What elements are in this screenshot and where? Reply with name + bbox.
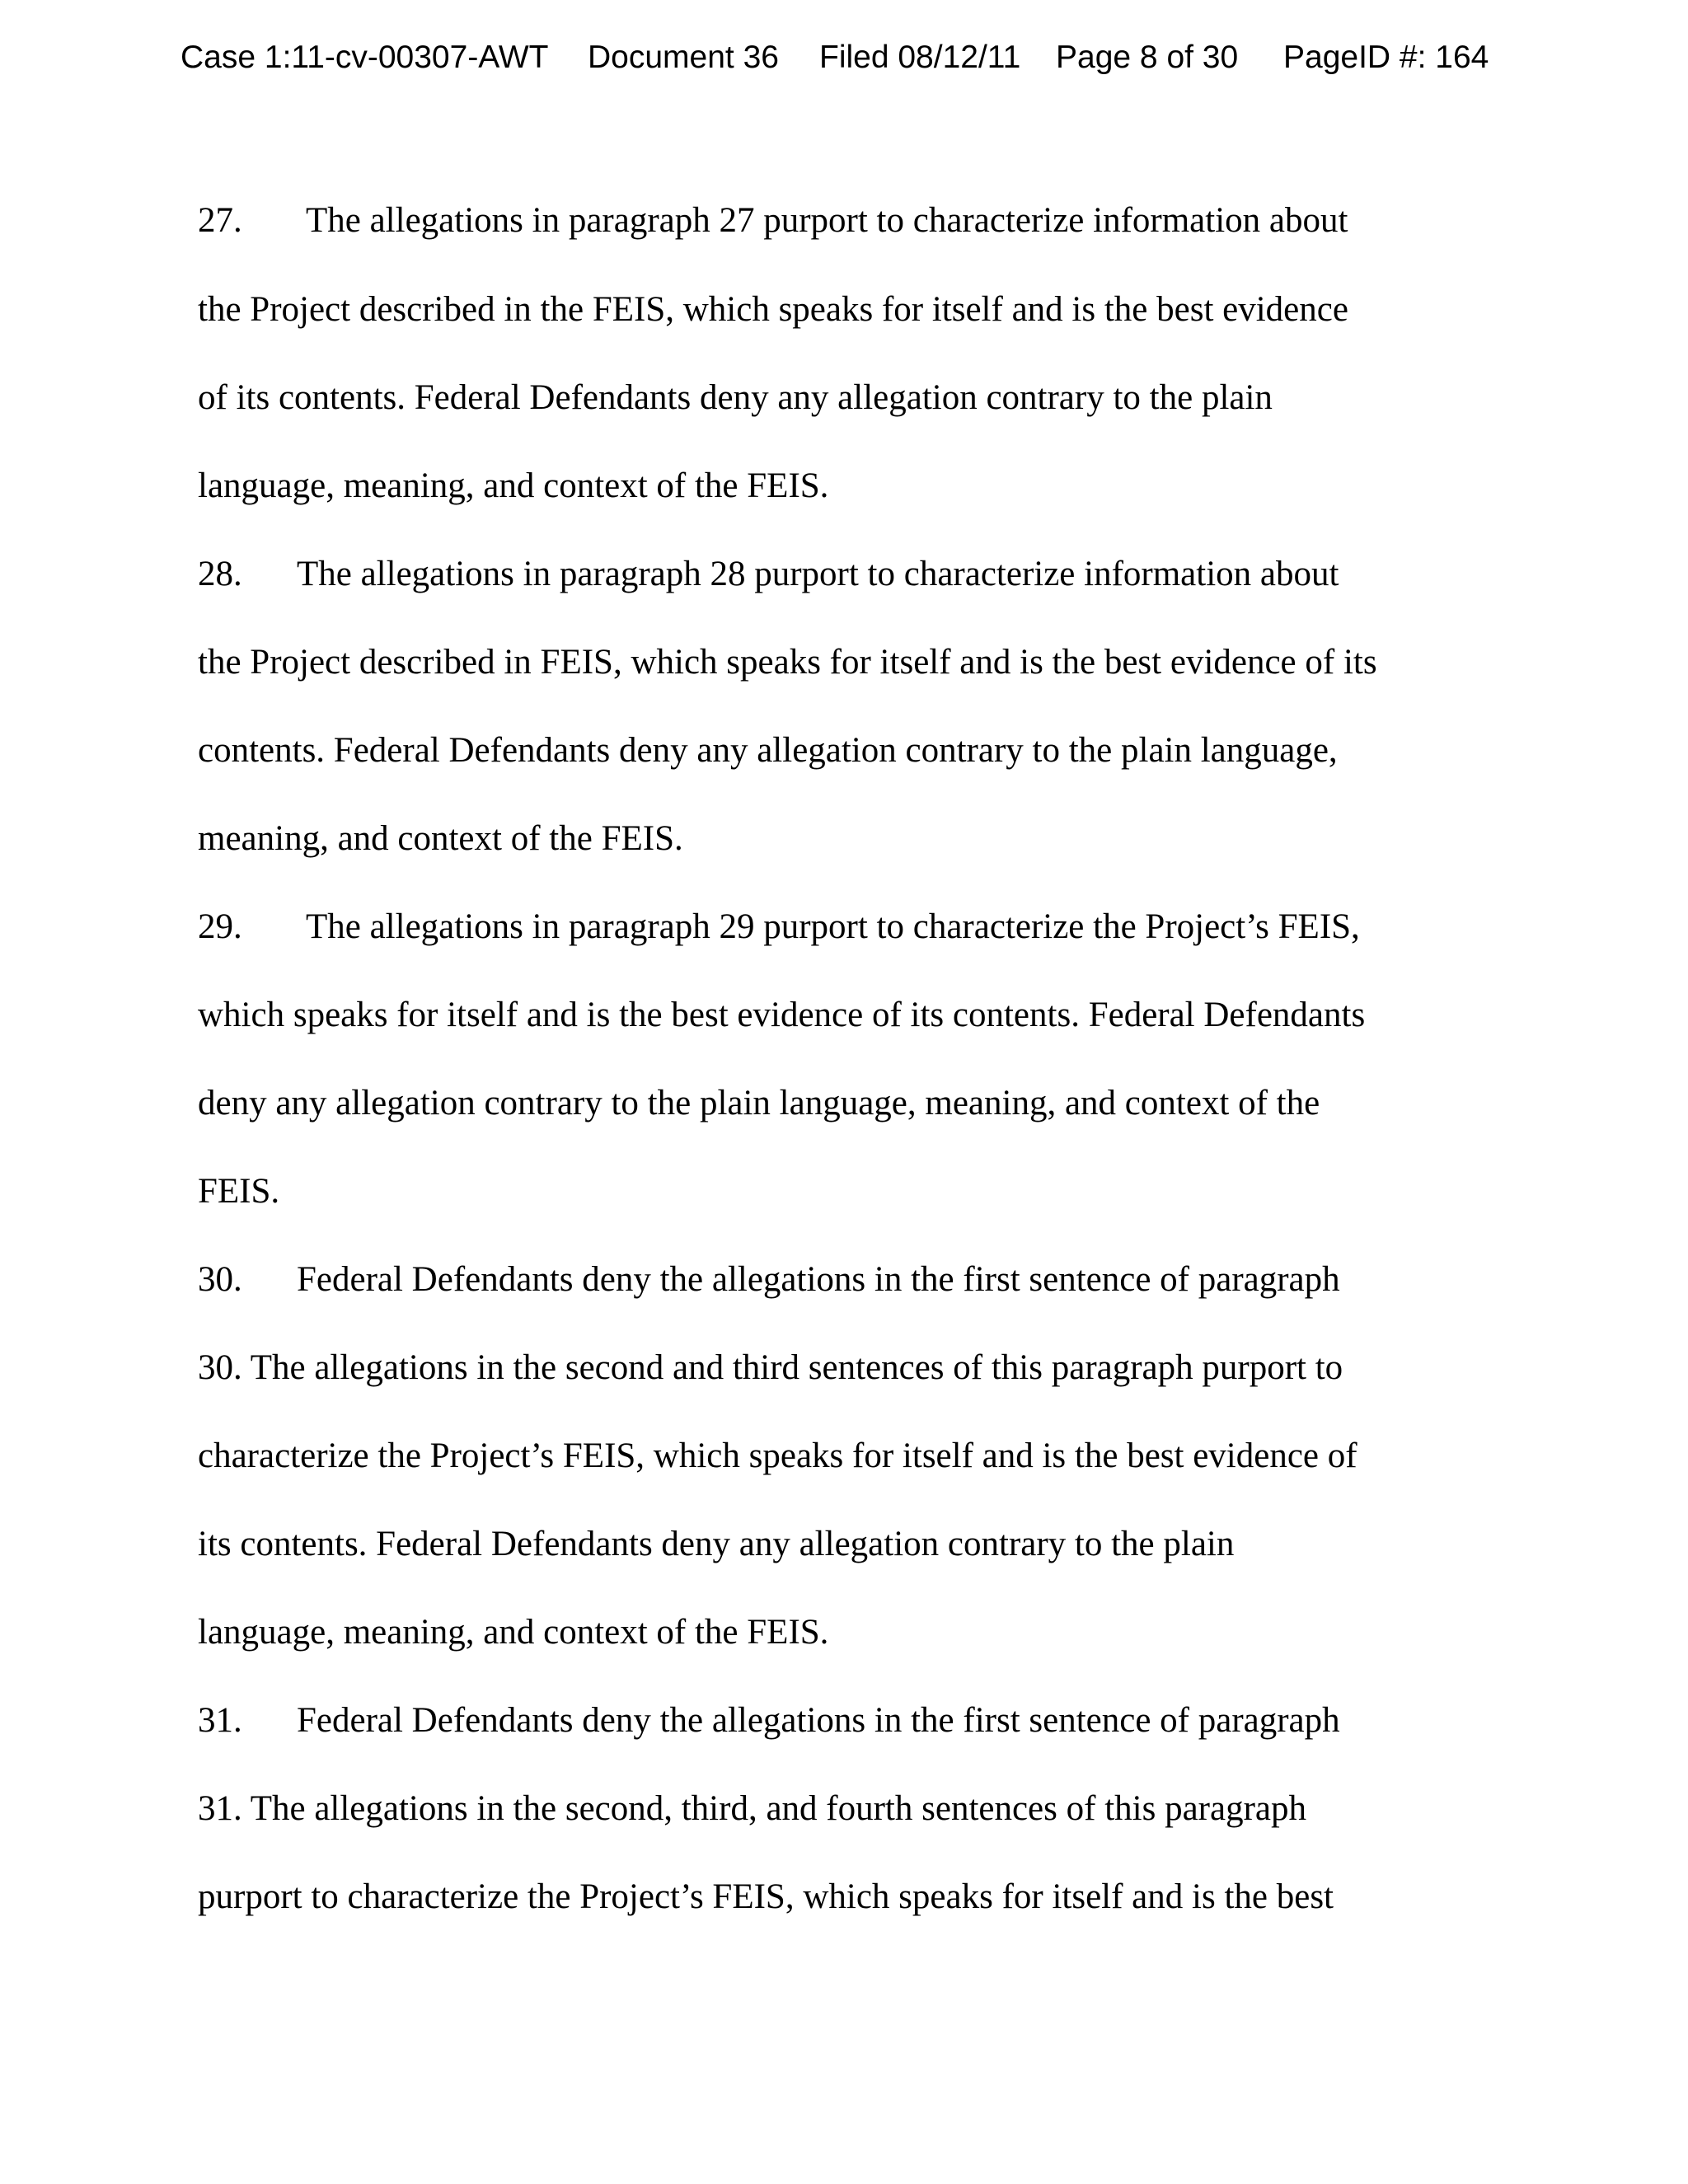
paragraph-text: Federal Defendants deny the allegations in the first sentence of paragraph (297, 1260, 1340, 1299)
paragraph-number: 27. (198, 201, 242, 240)
paragraph-text: its contents. Federal Defendants deny any allegation contrary to the plain (198, 1525, 1235, 1563)
paragraph-text: deny any allegation contrary to the plain language, meaning, and context of the (198, 1084, 1320, 1122)
paragraph-text: The allegations in paragraph 29 purport to characterize the Project’s FEIS, (306, 907, 1360, 946)
paragraph-text: contents. Federal Defendants deny any allegation contrary to the plain language, (198, 731, 1338, 770)
document-number: Document 36 (588, 40, 779, 75)
paragraph-text: FEIS. (198, 1172, 280, 1211)
paragraph-number: 29. (198, 907, 242, 946)
case-header (181, 36, 1516, 79)
paragraph-text: characterize the Project’s FEIS, which speaks for itself and is the best evidence of (198, 1436, 1357, 1475)
paragraph-text: the Project described in FEIS, which speaks for itself and is the best evidence of its (198, 643, 1377, 682)
paragraph-text: 30. The allegations in the second and third sentences of this paragraph purport to (198, 1348, 1343, 1387)
case-number: Case 1:11-cv-00307-AWT (181, 40, 549, 75)
paragraph-text: 31. The allegations in the second, third, and fourth sentences of this paragraph (198, 1789, 1306, 1828)
paragraph-text: the Project described in the FEIS, which speaks for itself and is the best evidence (198, 290, 1348, 329)
paragraph-number: 31. (198, 1701, 242, 1740)
paragraph-text: of its contents. Federal Defendants deny any allegation contrary to the plain (198, 378, 1273, 417)
paragraph-text: The allegations in paragraph 28 purport to characterize information about (297, 555, 1339, 593)
paragraph-text: Federal Defendants deny the allegations in the first sentence of paragraph (297, 1701, 1340, 1740)
page-number: Page 8 of 30 (1056, 40, 1239, 75)
paragraph-text: language, meaning, and context of the FEIS. (198, 1613, 829, 1652)
paragraph-text: language, meaning, and context of the FEIS. (198, 466, 829, 505)
paragraph-text: The allegations in paragraph 27 purport to characterize information about (306, 201, 1348, 240)
filed-date: Filed 08/12/11 (819, 40, 1021, 75)
paragraph-text: meaning, and context of the FEIS. (198, 819, 683, 858)
paragraph-number: 30. (198, 1260, 242, 1299)
paragraph-number: 28. (198, 555, 242, 593)
paragraph-text: purport to characterize the Project’s FEIS, which speaks for itself and is the best (198, 1877, 1334, 1916)
page-id: PageID #: 164 (1283, 40, 1489, 75)
paragraph-text: which speaks for itself and is the best evidence of its contents. Federal Defendants (198, 996, 1366, 1034)
